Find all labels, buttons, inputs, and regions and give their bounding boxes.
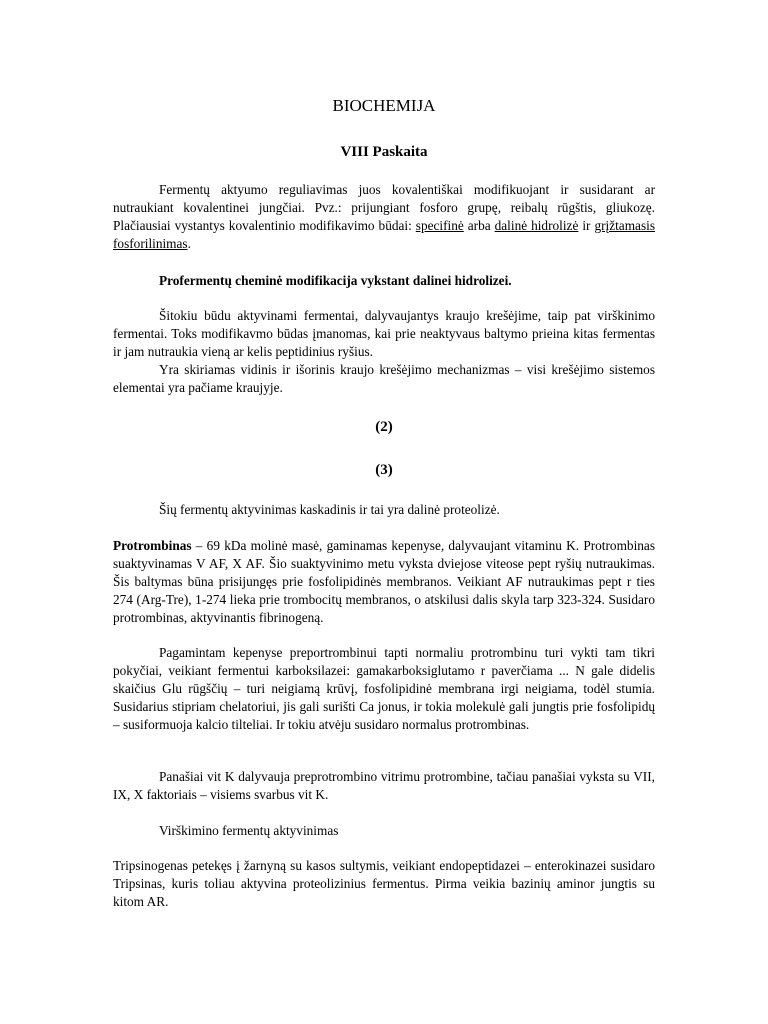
lecture-subtitle: VIII Paskaita bbox=[340, 144, 428, 160]
paragraph-coagulation: Yra skiriamas vidinis ir išorinis kraujo krešėjimo mechanizmas – visi krešėjimo sistemos elementai yra pačiame kraujyje. bbox=[113, 362, 655, 395]
link-specific: specifinė bbox=[415, 218, 464, 233]
term-prothrombin: Protrombinas bbox=[113, 538, 192, 553]
paragraph-preprothrombin: Pagamintam kepenyse preportrombinui tapti normaliu protrombinu turi vykti tam tikri pokyčiai, veikiant fermentui karboksilazei: gamakarboksiglutamo r paverčiama ... N gale didelis skaičius Glu rūgščių – turi neigiamą krūvį, fosfolipidinė membrana irgi neigiama, todėl stumia. Susidarius stipriam chelatoriui, jis gali surišti Ca jonus, ir tokia molekulė gali jungtis prie fosfolipidų – susiformuoja kalcio tilteliai. Ir tokiu atvėju susidaro normalus protrombinas. bbox=[113, 645, 655, 732]
paragraph-text: Fermentų aktyumo reguliavimas juos kovalentiškai modifikuojant ir susidarant ar nutraukiant kovalentinei jungčiai. Pvz.: prijungiant fosforo grupę, reibalų rūgštis, gliukozę. Plačiausiai vystantys kovalentinio modifikavimo būdai: bbox=[113, 182, 655, 233]
paragraph-text: arba bbox=[463, 218, 495, 233]
paragraph-prothrombin bbox=[113, 537, 655, 627]
paragraph-text: ir bbox=[578, 218, 595, 233]
paragraph-activation: Šitokiu būdu aktyvinami fermentai, dalyvaujantys kraujo krešėjime, taip pat virškinimo fermentai. Toks modifikavmo būdas įmanomas, kai prie neaktyvaus baltymo prieina kitas fermentas ir jam nutraukia vieną ar kelis peptidinius ryšius. bbox=[113, 308, 655, 359]
link-partial-hydrolysis: dalinė hidrolizė bbox=[494, 218, 579, 233]
paragraph-trypsinogen: Tripsinogenas petekęs į žarnyną su kasos sultymis, veikiant endopeptidazei – enterokinazei susidaro Tripsinas, kuris toliau aktyvina proteolizinius fermentus. Pirma veikia bazinių aminor jungtis su kitom AR. bbox=[113, 858, 655, 909]
document-title: BIOCHEMIJA bbox=[332, 96, 436, 115]
section-heading-digestive: Virškimino fermentų aktyvinimas bbox=[159, 823, 339, 838]
link-reversible-phosphorylation: grįžtamasis fosforilinimas bbox=[113, 218, 655, 251]
paragraph-text: . bbox=[187, 236, 191, 251]
figure-label-3: (3) bbox=[375, 462, 393, 478]
paragraph-text: – 69 kDa molinė masė, gaminamas kepenyse, dalyvaujant vitaminu K. Protrombinas suaktyvinamas V AF, X AF. Šio suaktyvinimo metu vyksta dviejose viteose pept ryšių nutraukimas. Šis baltymas būna prisijungęs prie fosfolipidinės membranos. Veikiant AF nutraukimas pept r ties 274 (Arg-Tre), 1-274 lieka prie trombocitų membranos, o atskilusi dalis skyla tarp 323-324. Susidaro protrombinas, aktyvinantis fibrinogeną. bbox=[113, 538, 655, 625]
section-heading-proenzymes: Profermentų cheminė modifikacija vykstant dalinei hidrolizei. bbox=[159, 273, 512, 288]
figure-label-2: (2) bbox=[375, 419, 393, 435]
paragraph-vitamin-k: Panašiai vit K dalyvauja preprotrombino vitrimu protrombine, tačiau panašiai vyksta su VII, IX, X faktoriais – visiems svarbus vit K. bbox=[113, 769, 655, 802]
paragraph-covalent-modification bbox=[113, 181, 655, 253]
paragraph-cascade: Šių fermentų aktyvinimas kaskadinis ir tai yra dalinė proteolizė. bbox=[159, 502, 500, 517]
